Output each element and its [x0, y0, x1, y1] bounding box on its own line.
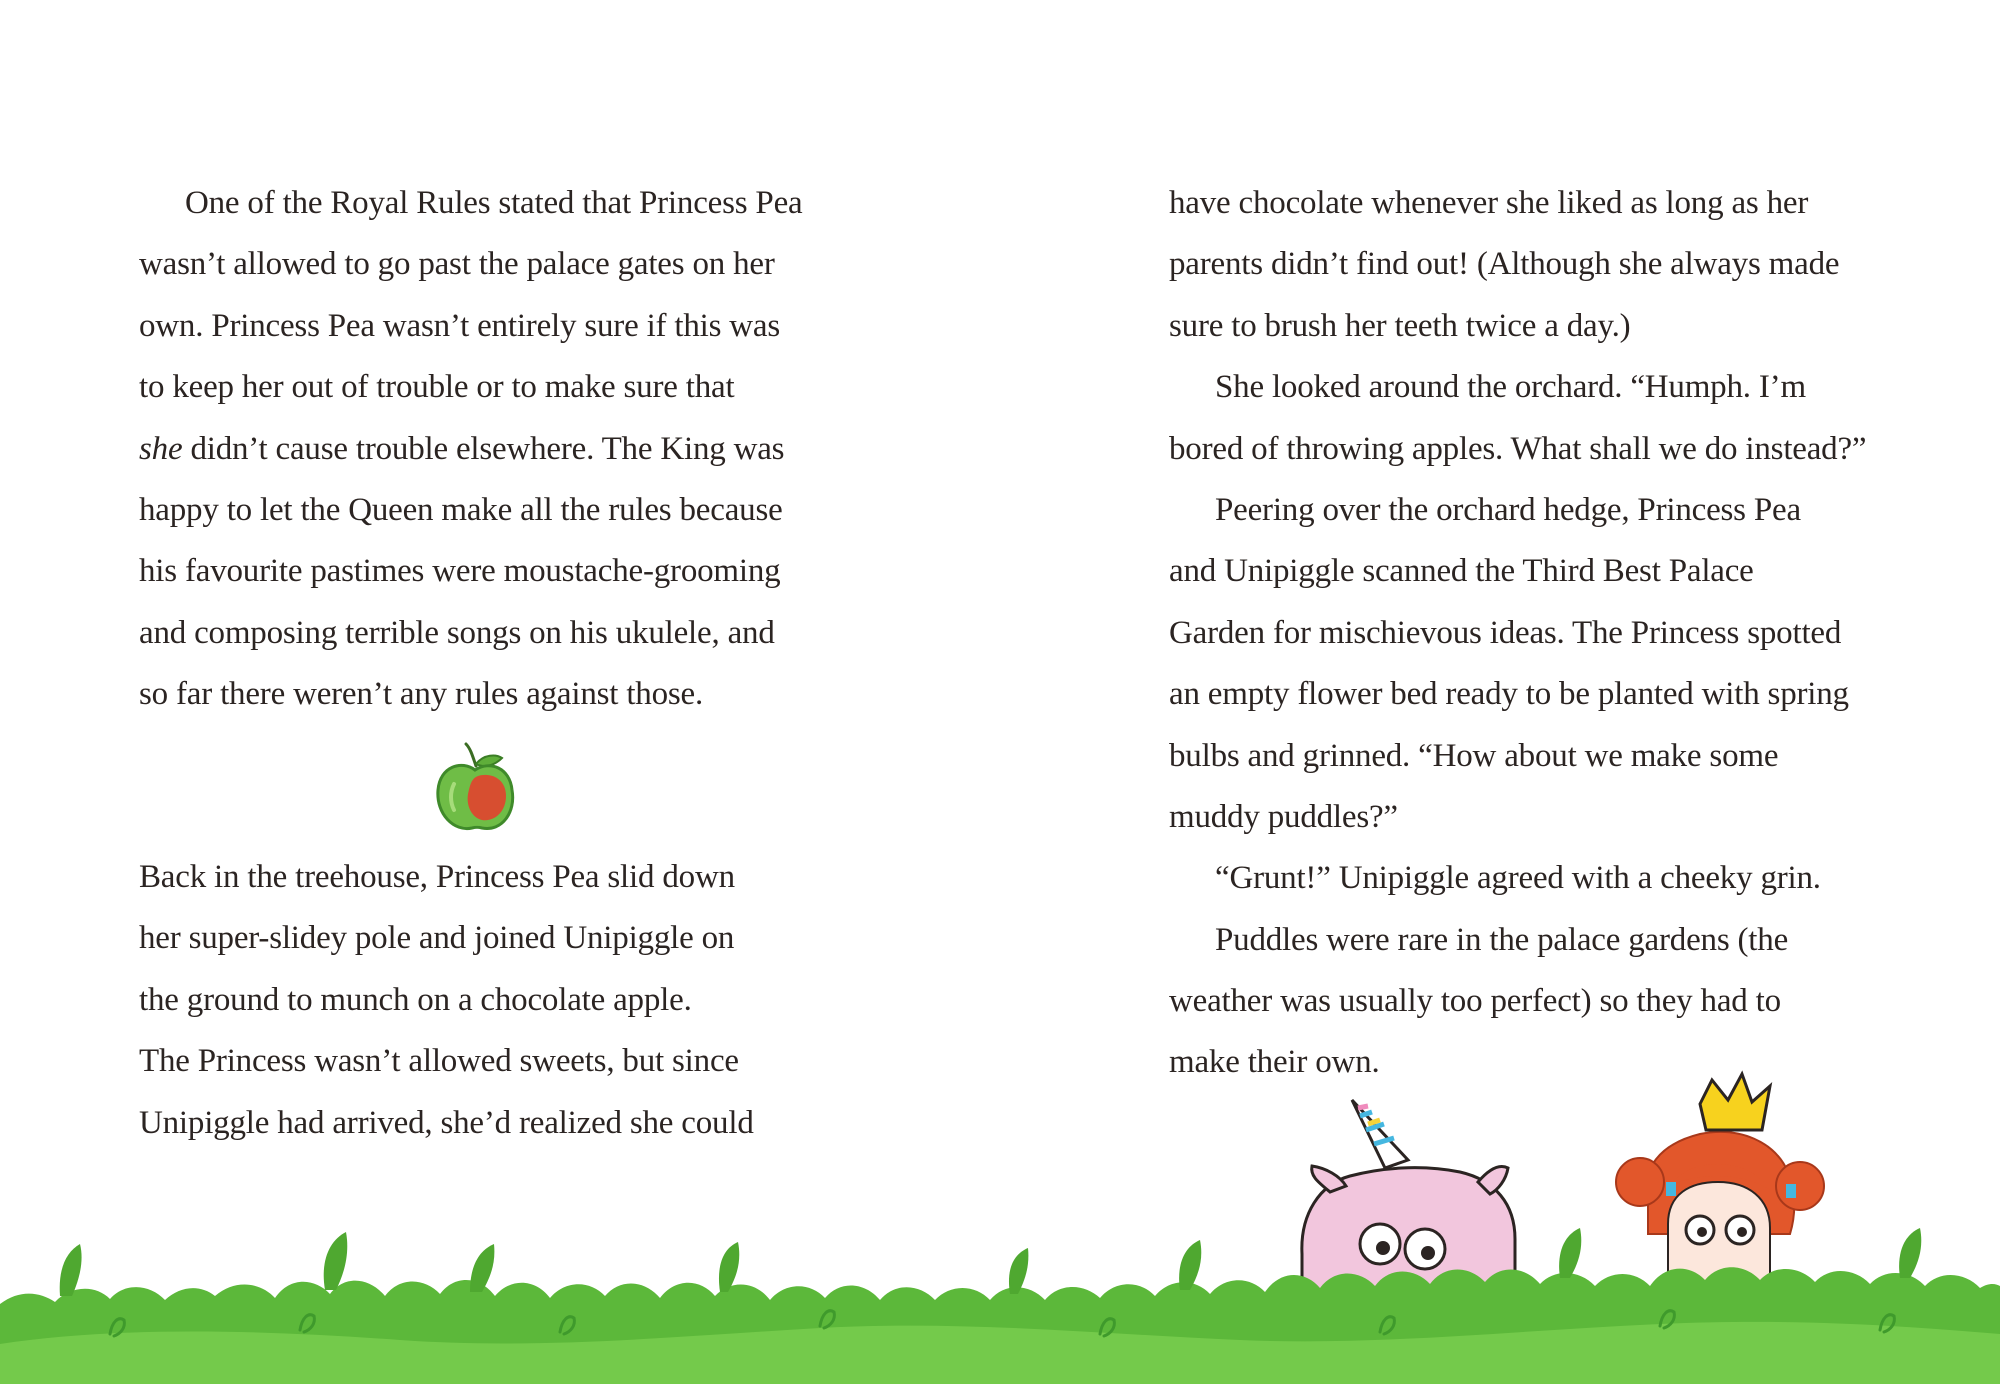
text-line: Garden for mischievous ideas. The Princess spotted — [1169, 614, 1842, 651]
text-line — [139, 419, 899, 480]
text-line: sure to brush her teeth twice a day.) — [1169, 307, 1631, 344]
text-line: Peering over the orchard hedge, Princess Pea — [1215, 491, 1801, 528]
right-text — [1169, 173, 1949, 1094]
text-line: so far there weren’t any rules against those. — [139, 676, 704, 713]
text-line: and composing terrible songs on his ukulele, and — [139, 614, 775, 651]
text-line: wasn’t allowed to go past the palace gates on her — [139, 246, 775, 283]
text-line: Back in the treehouse, Princess Pea slid down — [139, 859, 735, 895]
text-line: an empty flower bed ready to be planted with spring — [1169, 676, 1849, 713]
text-line: happy to let the Queen make all the rules because — [139, 491, 783, 528]
text-line: make their own. — [1169, 1044, 1380, 1081]
text-line: and Unipiggle scanned the Third Best Palace — [1169, 553, 1754, 590]
text-line: parents didn’t find out! (Although she always made — [1169, 246, 1840, 283]
text-line: to keep her out of trouble or to make sure that — [139, 369, 735, 406]
left-paragraph-1 — [139, 173, 899, 726]
text-line: weather was usually too perfect) so they had to — [1169, 983, 1781, 1020]
text-line: One of the Royal Rules stated that Princess Pea — [185, 185, 803, 221]
text-line: “Grunt!” Unipiggle agreed with a cheeky grin. — [1215, 860, 1821, 897]
text-line: Unipiggle had arrived, she’d realized she could — [139, 1104, 754, 1141]
text-line-rest: didn’t cause trouble elsewhere. The King was — [182, 430, 785, 467]
text-line: She looked around the orchard. “Humph. I’m — [1215, 369, 1806, 406]
emphasis-word: she — [139, 430, 183, 467]
apple-icon — [432, 740, 518, 836]
text-line: Puddles were rare in the palace gardens (the — [1215, 921, 1789, 958]
text-line: his favourite pastimes were moustache-grooming — [139, 553, 781, 590]
text-line: bulbs and grinned. “How about we make some — [1169, 737, 1779, 774]
text-line: The Princess wasn’t allowed sweets, but since — [139, 1043, 739, 1080]
text-line: her super-slidey pole and joined Unipiggle on — [139, 920, 735, 957]
text-line: muddy puddles?” — [1169, 798, 1398, 835]
princess-pea-illustration — [1616, 1074, 1824, 1294]
unipiggle-illustration — [1302, 1100, 1515, 1294]
text-line: have chocolate whenever she liked as long as her — [1169, 185, 1809, 221]
text-line: bored of throwing apples. What shall we do instead?” — [1169, 430, 1867, 467]
hedge-illustration — [0, 1064, 2000, 1384]
text-line: the ground to munch on a chocolate apple. — [139, 981, 692, 1018]
text-line: own. Princess Pea wasn’t entirely sure if this was — [139, 307, 781, 344]
